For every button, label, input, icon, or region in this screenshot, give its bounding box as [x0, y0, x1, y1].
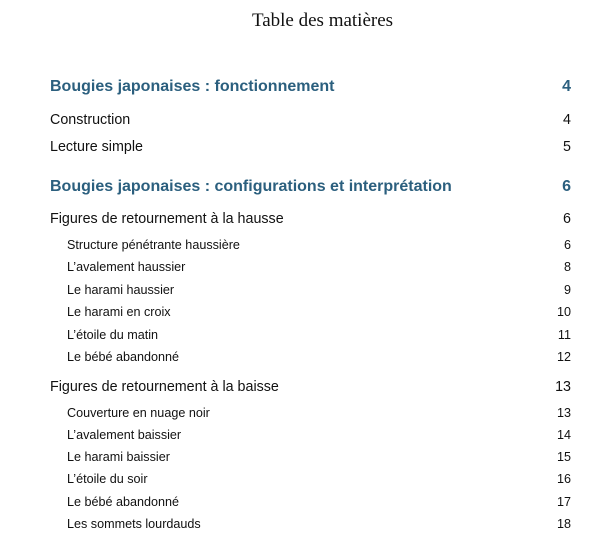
toc-entry-retournement-hausse[interactable] [50, 208, 571, 230]
toc-entry-harami-croix[interactable] [67, 301, 571, 323]
toc-entry-page: 17 [556, 495, 571, 509]
toc-entry-label: Lecture simple [50, 139, 143, 155]
toc-entry-page: 6 [562, 178, 571, 195]
toc-entry-structure-penetrante[interactable] [67, 234, 571, 256]
toc-entry-label: Figures de retournement à la baisse [50, 379, 279, 395]
toc-entry-label: Le bébé abandonné [67, 350, 180, 364]
toc-entry-label: L’étoile du matin [67, 328, 159, 342]
toc-entry-avalement-haussier[interactable] [67, 256, 571, 278]
toc-entry-page: 15 [556, 450, 571, 464]
toc-entry-page: 11 [557, 328, 571, 342]
toc-entry-label: Bougies japonaises : configurations et interprétation [50, 178, 452, 195]
toc-entry-etoile-matin[interactable] [67, 324, 571, 346]
toc-entry-page: 4 [563, 112, 571, 128]
toc-entry-label: L’avalement haussier [67, 260, 186, 274]
toc-entry-label: Le harami en croix [67, 305, 171, 319]
toc-entry-chapter-fonctionnement[interactable] [50, 76, 571, 98]
toc-entry-page: 13 [556, 406, 571, 420]
toc-entry-page: 4 [562, 78, 571, 95]
toc-entry-retournement-baisse[interactable] [50, 376, 571, 398]
toc-entry-page: 13 [555, 379, 571, 395]
toc-entry-page: 14 [556, 428, 571, 442]
toc-entry-page: 8 [563, 260, 571, 274]
toc-entry-etoile-soir[interactable] [67, 468, 571, 490]
toc-entry-label: Le bébé abandonné [67, 495, 180, 509]
toc-entry-page: 18 [556, 517, 571, 531]
toc-entry-construction[interactable] [50, 109, 571, 131]
toc-entry-bebe-abandonne-baisse[interactable] [67, 491, 571, 513]
toc-entry-page: 5 [563, 139, 571, 155]
toc-entry-label: Bougies japonaises : fonctionnement [50, 78, 335, 95]
toc-entry-label: Construction [50, 112, 131, 128]
toc-entry-label: Le harami haussier [67, 283, 175, 297]
toc-entry-label: L’étoile du soir [67, 472, 148, 486]
toc-entry-page: 10 [556, 305, 571, 319]
toc-entry-page: 9 [563, 283, 571, 297]
toc-entry-page: 6 [563, 211, 571, 227]
toc-entry-sommets-lourdauds[interactable] [67, 513, 571, 535]
toc-entry-label: Les sommets lourdauds [67, 517, 201, 531]
toc-entry-label: Structure pénétrante haussière [67, 238, 240, 252]
toc-entry-page: 12 [556, 350, 571, 364]
toc-entry-harami-baissier[interactable] [67, 446, 571, 468]
toc-entry-avalement-baissier[interactable] [67, 424, 571, 446]
toc-entry-label: Figures de retournement à la hausse [50, 211, 284, 227]
toc-entry-nuage-noir[interactable] [67, 402, 571, 424]
toc-entry-bebe-abandonne-hausse[interactable] [67, 346, 571, 368]
toc-entry-label: L’avalement baissier [67, 428, 182, 442]
toc-entry-label: Couverture en nuage noir [67, 406, 210, 420]
toc-entry-label: Le harami baissier [67, 450, 170, 464]
toc-entry-page: 16 [556, 472, 571, 486]
toc-entry-chapter-configurations[interactable] [50, 176, 571, 198]
page-title: Table des matières [251, 10, 394, 31]
toc-entry-harami-haussier[interactable] [67, 279, 571, 301]
toc-entry-lecture-simple[interactable] [50, 136, 571, 158]
toc-entry-page: 6 [563, 238, 571, 252]
